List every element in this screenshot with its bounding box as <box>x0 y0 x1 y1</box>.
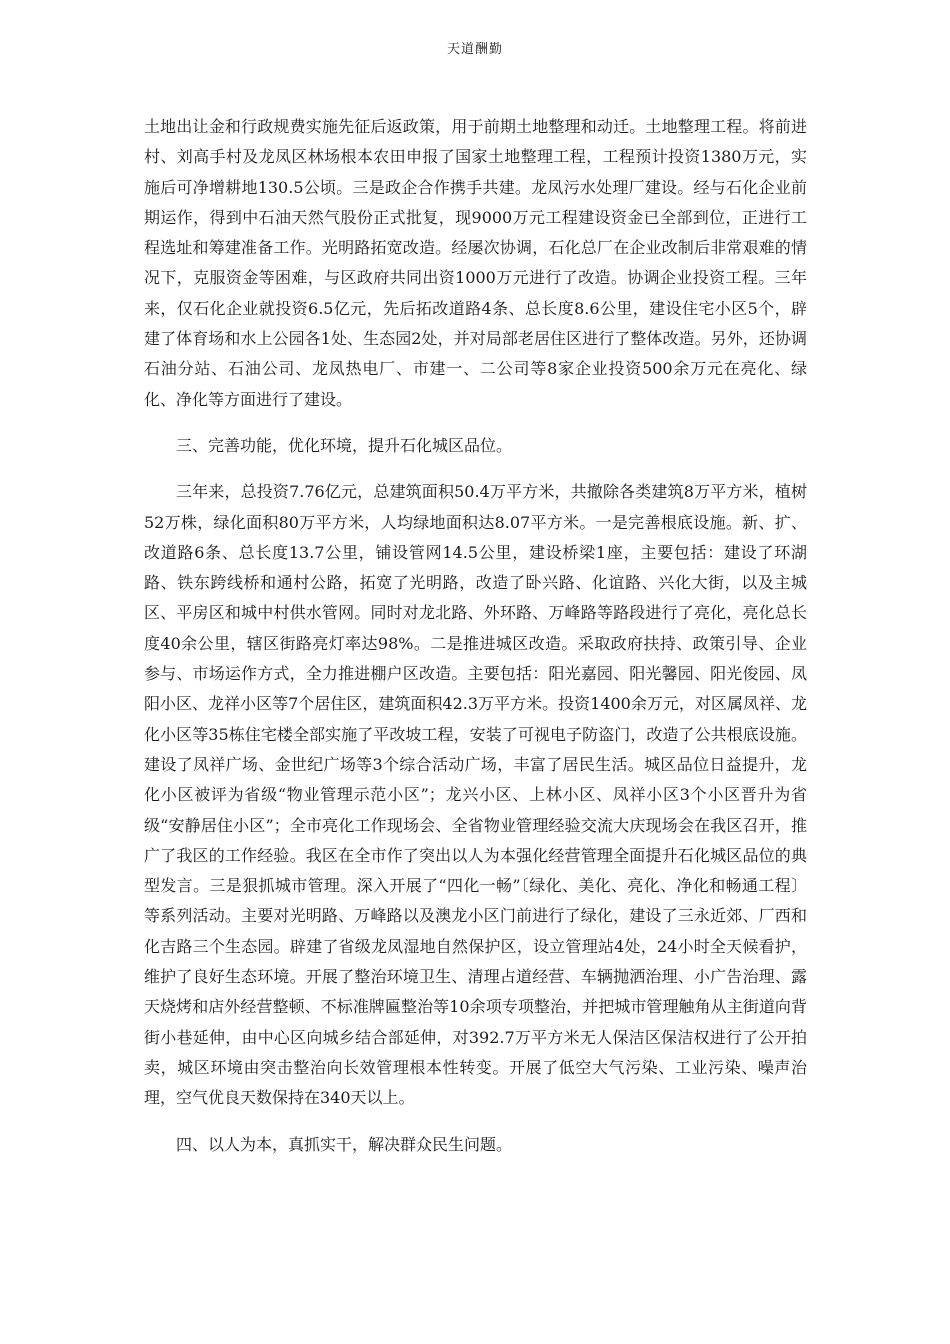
document-body <box>144 112 807 1160</box>
section-heading-3: 三、完善功能，优化环境，提升石化城区品位。 <box>176 435 513 455</box>
page-header: 天道酬勤 <box>446 42 503 57</box>
section-heading-4: 四、以人为本，真抓实干，解决群众民生问题。 <box>176 1134 513 1154</box>
paragraph-1: 土地出让金和行政规费实施先征后返政策，用于前期土地整理和动迁。土地整理工程。将前进村、刘高手村及龙凤区林场根本农田申报了国家土地整理工程，工程预计投资1380万元，实施后可净增耕地130.5公顷。三是政企合作携手共建。龙凤污水处理厂建设。经与石化企业前期运作，得到中石油天然气股份正式批复，现9000万元工程建设资金已全部到位，正进行工程选址和筹建准备工作。光明路拓宽改造。经屡次协调，石化总厂在企业改制后非常艰难的情况下，克服资金等困难，与区政府共同出资1000万元进行了改造。协调企业投资工程。三年来，仅石化企业就投资6.5亿元，先后拓改道路4条、总长度8.6公里，建设住宅小区5个，辟建了体育场和水上公园各1处、生态园2处，并对局部老居住区进行了整体改造。另外，还协调石油分站、石油公司、龙凤热电厂、市建一、二公司等8家企业投资500余万元在亮化、绿化、净化等方面进行了建设。 <box>144 117 807 409</box>
paragraph-2: 三年来，总投资7.76亿元，总建筑面积50.4万平方米，共撤除各类建筑8万平方米，植树52万株，绿化面积80万平方米，人均绿地面积达8.07平方米。一是完善根底设施。新、扩、改道路6条、总长度13.7公里，铺设管网14.5公里，建设桥梁1座，主要包括：建设了环湖路、铁东跨线桥和通村公路，拓宽了光明路，改造了卧兴路、化谊路、兴化大街，以及主城区、平房区和城中村供水管网。同时对龙北路、外环路、万峰路等路段进行了亮化，亮化总长度40余公里，辖区街路亮灯率达98%。二是推进城区改造。采取政府扶持、政策引导、企业参与、市场运作方式，全力推进棚户区改造。主要包括：阳光嘉园、阳光馨园、阳光俊园、凤阳小区、龙祥小区等7个居住区，建筑面积42.3万平方米。投资1400余万元，对区属凤祥、龙化小区等35栋住宅楼全部实施了平改坡工程，安装了可视电子防盗门，改造了公共根底设施。建设了凤祥广场、金世纪广场等3个综合活动广场，丰富了居民生活。城区品位日益提升，龙化小区被评为省级“物业管理示范小区”；龙兴小区、上林小区、凤祥小区3个小区晋升为省级“安静居住小区”；全市亮化工作现场会、全省物业管理经验交流大庆现场会在我区召开，推广了我区的工作经验。我区在全市作了突出以人为本强化经营管理全面提升石化城区品位的典型发言。三是狠抓城市管理。深入开展了“四化一畅”〔绿化、美化、亮化、净化和畅通工程〕等系列活动。主要对光明路、万峰路以及澳龙小区门前进行了绿化，建设了三永近郊、厂西和化吉路三个生态园。辟建了省级龙凤湿地自然保护区，设立管理站4处，24小时全天候看护，维护了良好生态环境。开展了整治环境卫生、清理占道经营、车辆抛洒治理、小广告治理、露天烧烤和店外经营整顿、不标准牌匾整治等10余项专项整治，并把城市管理触角从主街道向背街小巷延伸，由中心区向城乡结合部延伸，对392.7万平方米无人保洁区保洁权进行了公开拍卖，城区环境由突击整治向长效管理根本性转变。开展了低空大气污染、工业污染、噪声治理，空气优良天数保持在340天以上。 <box>144 482 807 1108</box>
